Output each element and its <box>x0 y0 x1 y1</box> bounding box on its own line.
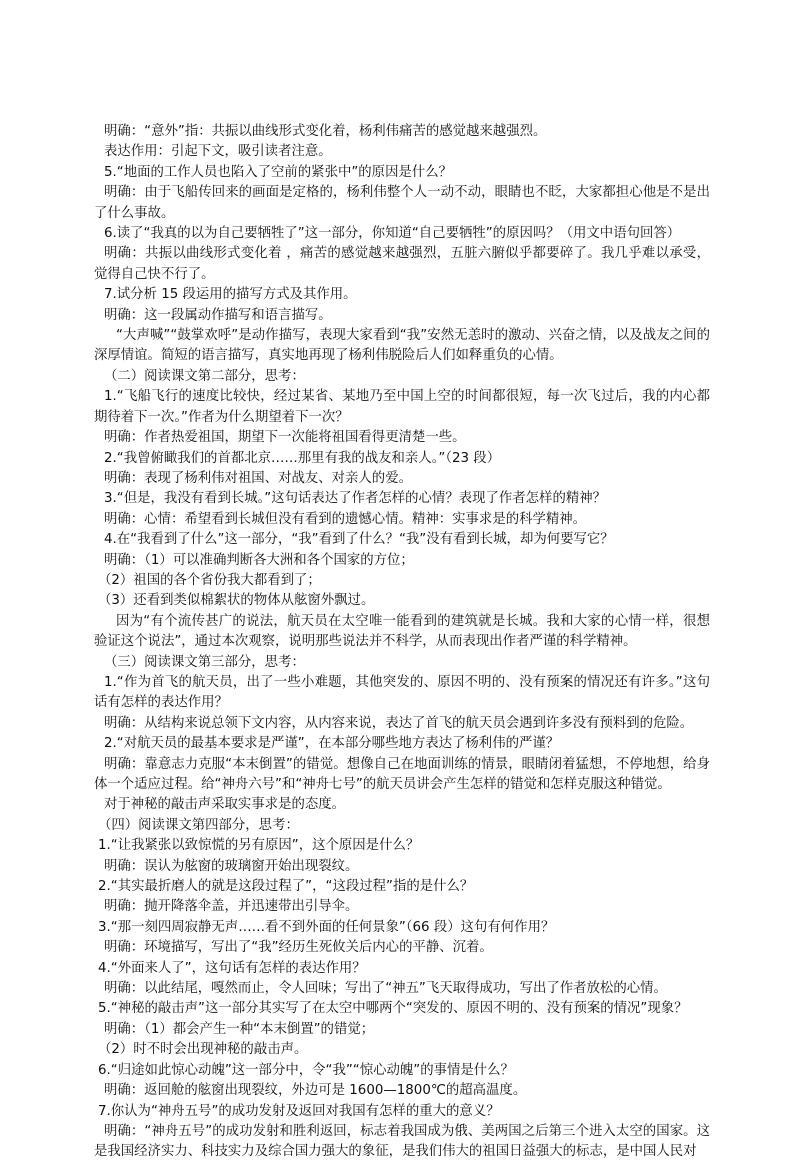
text-paragraph: 5.“地面的工作人员也陷入了空前的紧张中”的原因是什么？ <box>104 164 453 180</box>
text-paragraph: 对于神秘的敲击声采取实事求是的态度。 <box>104 797 346 813</box>
text-paragraph: 2.“对航天员的最基本要求是严谨”，在本部分哪些地方表达了杨利伟的严谨？ <box>104 736 560 752</box>
text-paragraph: 明确：误认为舷窗的玻璃窗开始出现裂纹。 <box>104 858 359 874</box>
text-paragraph: 明确：心情：希望看到长城但没有看到的遗憾心情。精神：实事求是的科学精神。 <box>104 511 587 527</box>
text-paragraph: 明确：（1）都会产生一种“本末倒置”的错觉； <box>104 1021 375 1037</box>
text-paragraph: 明确：“神舟五号”的成功发射和胜利返回，标志着我国成为俄、美两国之后第三个进入太空的国家。这是我国经济实力、科技实力及综合国力强大的象征，是我们伟大的祖国日益强大的标志，是中国人民对 <box>94 1123 710 1160</box>
text-paragraph: 明确：共振以曲线形式变化着 ，痛苦的感觉越来越强烈，五脏六腑似乎都要碎了。我几乎难以承受，觉得自己快不行了。 <box>94 246 710 282</box>
text-paragraph: 明确：从结构来说总领下文内容，从内容来说，表达了首飞的航天员会遇到许多没有预料到的危险。 <box>104 715 694 731</box>
text-paragraph: 3.“但是，我没有看到长城。”这句话表达了作者怎样的心情？表现了作者怎样的精神？ <box>104 491 607 507</box>
text-paragraph: 明确：以此结尾，嘎然而止，令人回味；写出了“神五”飞天取得成功，写出了作者放松的心情。 <box>104 981 667 997</box>
text-paragraph: 6.读了“我真的以为自己要牺牲了”这一部分，你知道“自己要牺牲”的原因吗？（用文中语句回答） <box>104 226 681 242</box>
text-paragraph: 明确：（1）可以准确判断各大洲和各个国家的方位； <box>104 552 414 568</box>
text-paragraph: 明确：表现了杨利伟对祖国、对战友、对亲人的爱。 <box>104 470 412 486</box>
text-paragraph: （三）阅读课文第三部分，思考： <box>104 654 305 670</box>
text-paragraph: 表达作用：引起下文，吸引读者注意。 <box>104 144 332 160</box>
text-paragraph: （二）阅读课文第二部分，思考： <box>104 368 305 384</box>
text-paragraph: 7.试分析 15 段运用的描写方式及其作用。 <box>104 287 357 303</box>
text-paragraph: （2）时不时会出现神秘的敲击声。 <box>98 1042 308 1058</box>
text-paragraph: 明确：这一段属动作描写和语言描写。 <box>104 307 332 323</box>
text-paragraph: 明确：“意外”指：共振以曲线形式变化着，杨利伟痛苦的感觉越来越强烈。 <box>104 124 547 139</box>
text-paragraph: “大声喊”“鼓掌欢呼”是动作描写，表现大家看到“我”安然无恙时的激动、兴奋之情，以及战友之间的深厚情谊。简短的语言描写，真实地再现了杨利伟脱险后人们如释重负的心情。 <box>94 328 710 364</box>
text-paragraph: 5.“神秘的敲击声”这一部分其实写了在太空中哪两个“突发的、原因不明的、没有预案的情况”现象？ <box>98 1001 688 1017</box>
text-paragraph: 4.“外面来人了”，这句话有怎样的表达作用？ <box>98 960 366 976</box>
text-paragraph: 4.在“我看到了什么”这一部分，“我”看到了什么？“我”没有看到长城，却为何要写它？ <box>104 532 614 548</box>
text-paragraph: 明确：靠意志力克服“本末倒置”的错觉。想像自己在地面训练的情景，眼睛闭着猛想，不停地想，给身体一个适应过程。给“神舟六号”和“神舟七号”的航天员讲会产生怎样的错觉和怎样克服这种错觉。 <box>94 756 710 792</box>
text-paragraph: 因为“有个流传甚广的说法，航天员在太空唯一能看到的建筑就是长城。我和大家的心情一样，很想验证这个说法”，通过本次观察，说明那些说法并不科学，从而表现出作者严谨的科学精神。 <box>94 613 710 650</box>
text-paragraph: 1.“作为首飞的航天员，出了一些小难题，其他突发的、原因不明的、没有预案的情况还有许多。”这句话有怎样的表达作用？ <box>94 674 710 711</box>
text-paragraph: 明确：环境描写，写出了“我”经历生死攸关后内心的平静、沉着。 <box>104 940 493 956</box>
text-paragraph: 明确：抛开降落伞盖，并迅速带出引导伞。 <box>104 899 359 915</box>
text-paragraph: 7.你认为“神舟五号”的成功发射及返回对我国有怎样的重大的意义？ <box>98 1103 500 1119</box>
text-paragraph: 明确：返回舱的舷窗出现裂纹，外边可是 1600—1800℃的超高温度。 <box>104 1083 527 1099</box>
text-paragraph: （3）还看到类似棉絮状的物体从舷窗外飘过。 <box>98 593 375 609</box>
text-paragraph: 明确：由于飞船传回来的画面是定格的，杨利伟整个人一动不动，眼睛也不眨，大家都担心他是不是出了什么事故。 <box>94 185 710 221</box>
text-paragraph: 1.“飞船飞行的速度比较快，经过某省、某地乃至中国上空的时间都很短，每一次飞过后，我的内心都期待着下一次。”作者为什么期望着下一次？ <box>94 389 710 425</box>
text-paragraph: 1.“让我紧张以致惊慌的另有原因”，这个原因是什么？ <box>98 838 420 854</box>
text-paragraph: （四）阅读课文第四部分，思考： <box>98 817 299 833</box>
text-paragraph: （2）祖国的各个省份我大都看到了； <box>98 572 321 588</box>
document-page <box>94 122 710 1163</box>
text-paragraph: 3.“那一刻四周寂静无声……看不到外面的任何景象”（66 段）这句有何作用？ <box>98 919 555 935</box>
text-paragraph: 6.“归途如此惊心动魄”这一部分中，令“我”“惊心动魄”的事情是什么？ <box>98 1062 514 1078</box>
text-paragraph: 明确：作者热爱祖国，期望下一次能将祖国看得更清楚一些。 <box>104 430 466 446</box>
text-paragraph: 2.“我曾俯瞰我们的首都北京……那里有我的战友和亲人。”（23 段） <box>104 450 501 466</box>
text-paragraph: 2.“其实最折磨人的就是这段过程了”，“这段过程”指的是什么？ <box>98 879 474 895</box>
